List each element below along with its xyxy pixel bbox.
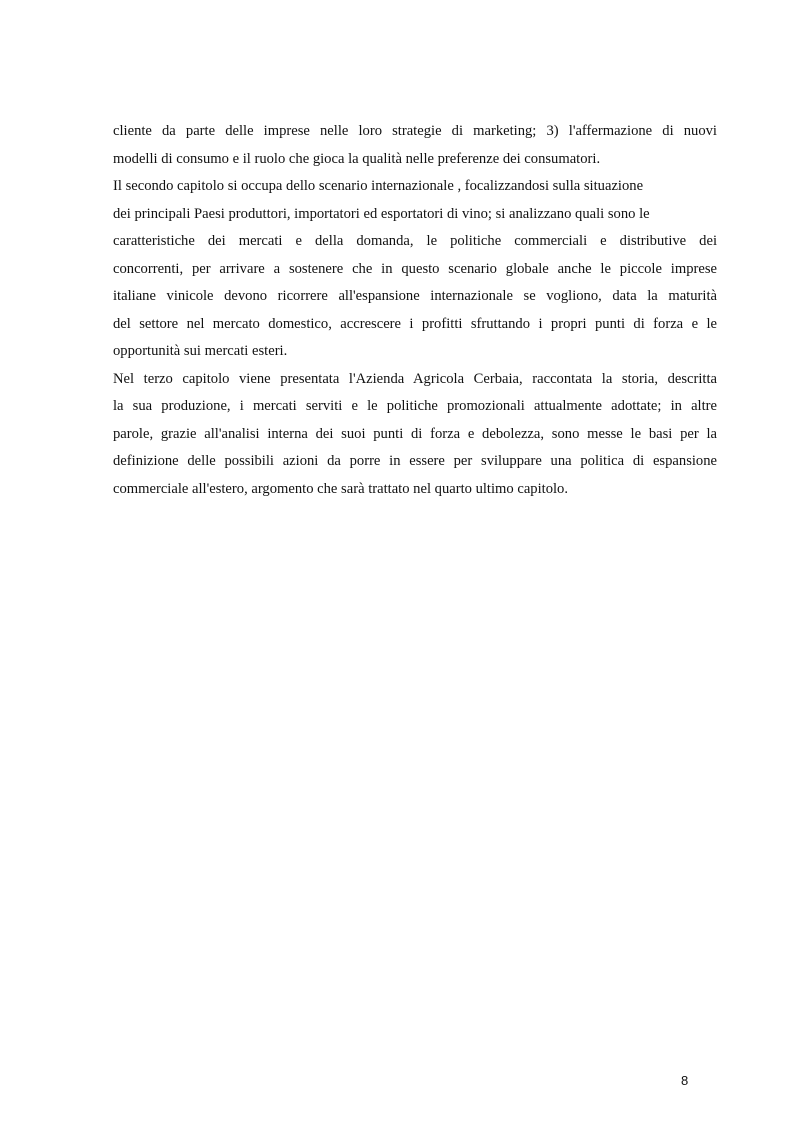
text-line: commerciale all'estero, argomento che sarà trattato nel quarto ultimo capitolo. (113, 480, 568, 497)
text-line: italiane vinicole devono ricorrere all'espansione internazionale se vogliono, data la maturità (113, 288, 717, 304)
text-line: cliente da parte delle imprese nelle loro strategie di marketing; 3) l'affermazione di nuovi (113, 123, 717, 139)
text-line: dei principali Paesi produttori, importatori ed esportatori di vino; si analizzano quali sono le (113, 205, 650, 222)
text-line: Il secondo capitolo si occupa dello scenario internazionale , focalizzandosi sulla situazione (113, 178, 644, 194)
text-line: Nel terzo capitolo viene presentata l'Azienda Agricola Cerbaia, raccontata la storia, descritta (113, 370, 717, 387)
page-number: 8 (681, 1073, 689, 1088)
text-line: opportunità sui mercati esteri. (113, 343, 288, 359)
text-line: modelli di consumo e il ruolo che gioca la qualità nelle preferenze dei consumatori. (113, 150, 601, 167)
text-line: parole, grazie all'analisi interna dei suoi punti di forza e debolezza, sono messe le basi per la (113, 425, 717, 442)
text-line: concorrenti, per arrivare a sostenere che in questo scenario globale anche le piccole imprese (113, 260, 717, 277)
text-line: la sua produzione, i mercati serviti e le politiche promozionali attualmente adottate; in altre (113, 398, 717, 414)
body-text (113, 118, 717, 503)
text-line: del settore nel mercato domestico, accrescere i profitti sfruttando i propri punti di forza e le (113, 315, 717, 332)
text-line: definizione delle possibili azioni da porre in essere per sviluppare una politica di espansione (113, 453, 717, 469)
text-line: caratteristiche dei mercati e della domanda, le politiche commerciali e distributive dei (113, 233, 717, 249)
